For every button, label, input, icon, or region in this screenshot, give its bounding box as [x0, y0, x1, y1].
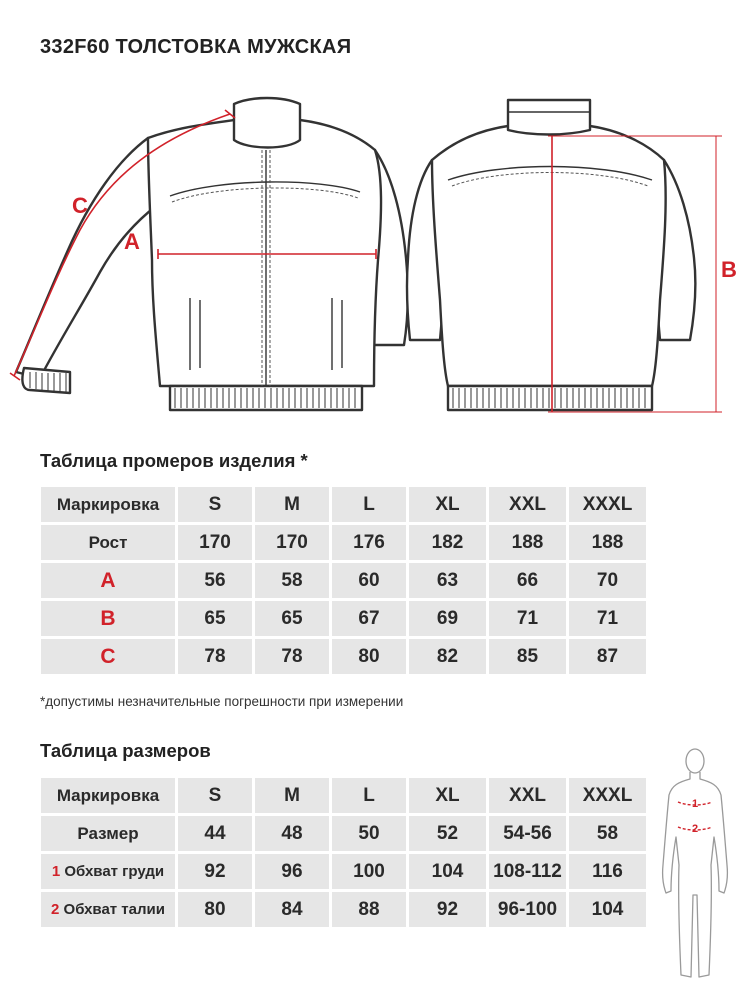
table-row: [41, 525, 646, 560]
cell: 65: [178, 601, 252, 636]
cell: 58: [569, 816, 646, 851]
label-a: A: [124, 229, 140, 254]
cell: 63: [409, 563, 486, 598]
row-label: [41, 816, 175, 851]
body-figure: [657, 745, 737, 985]
cell: 69: [409, 601, 486, 636]
table-row: [41, 854, 646, 889]
cell: 80: [332, 639, 406, 674]
row-label-text: Обхват талии: [63, 901, 165, 918]
row-label-text: Размер: [77, 823, 139, 843]
size-header: XXL: [489, 778, 566, 813]
cell: 71: [489, 601, 566, 636]
cell: 54-56: [489, 816, 566, 851]
cell: 70: [569, 563, 646, 598]
size-header: XL: [409, 778, 486, 813]
cell: 96-100: [489, 892, 566, 927]
size-header: M: [255, 487, 329, 522]
cell: 52: [409, 816, 486, 851]
table-row: [41, 892, 646, 927]
table-row: [41, 601, 646, 636]
row-label: [41, 892, 175, 927]
cell: 88: [332, 892, 406, 927]
size-header: XXXL: [569, 487, 646, 522]
cell: 104: [409, 854, 486, 889]
cell: 48: [255, 816, 329, 851]
cell: 85: [489, 639, 566, 674]
table-row: [41, 563, 646, 598]
jacket-drawing: [0, 80, 751, 430]
cell: 92: [409, 892, 486, 927]
row-label: Рост: [41, 525, 175, 560]
chest-mark: 1: [692, 798, 699, 810]
cell: 92: [178, 854, 252, 889]
size-header: L: [332, 487, 406, 522]
size-header: XXXL: [569, 778, 646, 813]
size-header: XL: [409, 487, 486, 522]
row-label: B: [41, 601, 175, 636]
cell: 108-112: [489, 854, 566, 889]
size-header: XXL: [489, 487, 566, 522]
cell: 78: [178, 639, 252, 674]
table-row: [41, 816, 646, 851]
row-label-text: Обхват груди: [64, 863, 165, 880]
cell: 66: [489, 563, 566, 598]
cell: 71: [569, 601, 646, 636]
cell: 170: [255, 525, 329, 560]
back-body: [432, 126, 666, 386]
cell: 100: [332, 854, 406, 889]
table-row: [41, 778, 646, 813]
table-row: [41, 487, 646, 522]
cell: 65: [255, 601, 329, 636]
measurements-title: Таблица промеров изделия *: [40, 450, 308, 471]
row-label: C: [41, 639, 175, 674]
row-label: A: [41, 563, 175, 598]
cell: 50: [332, 816, 406, 851]
cell: 176: [332, 525, 406, 560]
front-collar: [234, 98, 300, 148]
size-header: S: [178, 487, 252, 522]
front-body: [148, 120, 381, 386]
header-cell: Маркировка: [41, 778, 175, 813]
size-header: S: [178, 778, 252, 813]
label-b: B: [721, 257, 737, 282]
page-title: 332F60 ТОЛСТОВКА МУЖСКАЯ: [40, 36, 352, 58]
row-number: 2: [51, 901, 60, 918]
label-c: C: [72, 193, 88, 218]
back-collar: [508, 100, 590, 135]
cell: 67: [332, 601, 406, 636]
cell: 170: [178, 525, 252, 560]
table-row: [41, 639, 646, 674]
cell: 104: [569, 892, 646, 927]
cell: 60: [332, 563, 406, 598]
cell: 87: [569, 639, 646, 674]
cell: 44: [178, 816, 252, 851]
footnote: *допустимы незначительные погрешности при измерении: [40, 694, 404, 709]
waist-mark: 2: [692, 823, 699, 835]
cell: 82: [409, 639, 486, 674]
sizes-table: [38, 775, 649, 930]
cell: 56: [178, 563, 252, 598]
size-header: M: [255, 778, 329, 813]
cell: 80: [178, 892, 252, 927]
measurements-table: [38, 484, 649, 677]
front-left-sleeve: [16, 138, 156, 378]
cell: 182: [409, 525, 486, 560]
sizes-title: Таблица размеров: [40, 740, 211, 761]
cell: 96: [255, 854, 329, 889]
cell: 188: [489, 525, 566, 560]
size-header: L: [332, 778, 406, 813]
cell: 58: [255, 563, 329, 598]
row-number: 1: [51, 863, 61, 880]
cell: 78: [255, 639, 329, 674]
header-cell: Маркировка: [41, 487, 175, 522]
row-label: [41, 854, 175, 889]
cell: 188: [569, 525, 646, 560]
cell: 116: [569, 854, 646, 889]
cell: 84: [255, 892, 329, 927]
